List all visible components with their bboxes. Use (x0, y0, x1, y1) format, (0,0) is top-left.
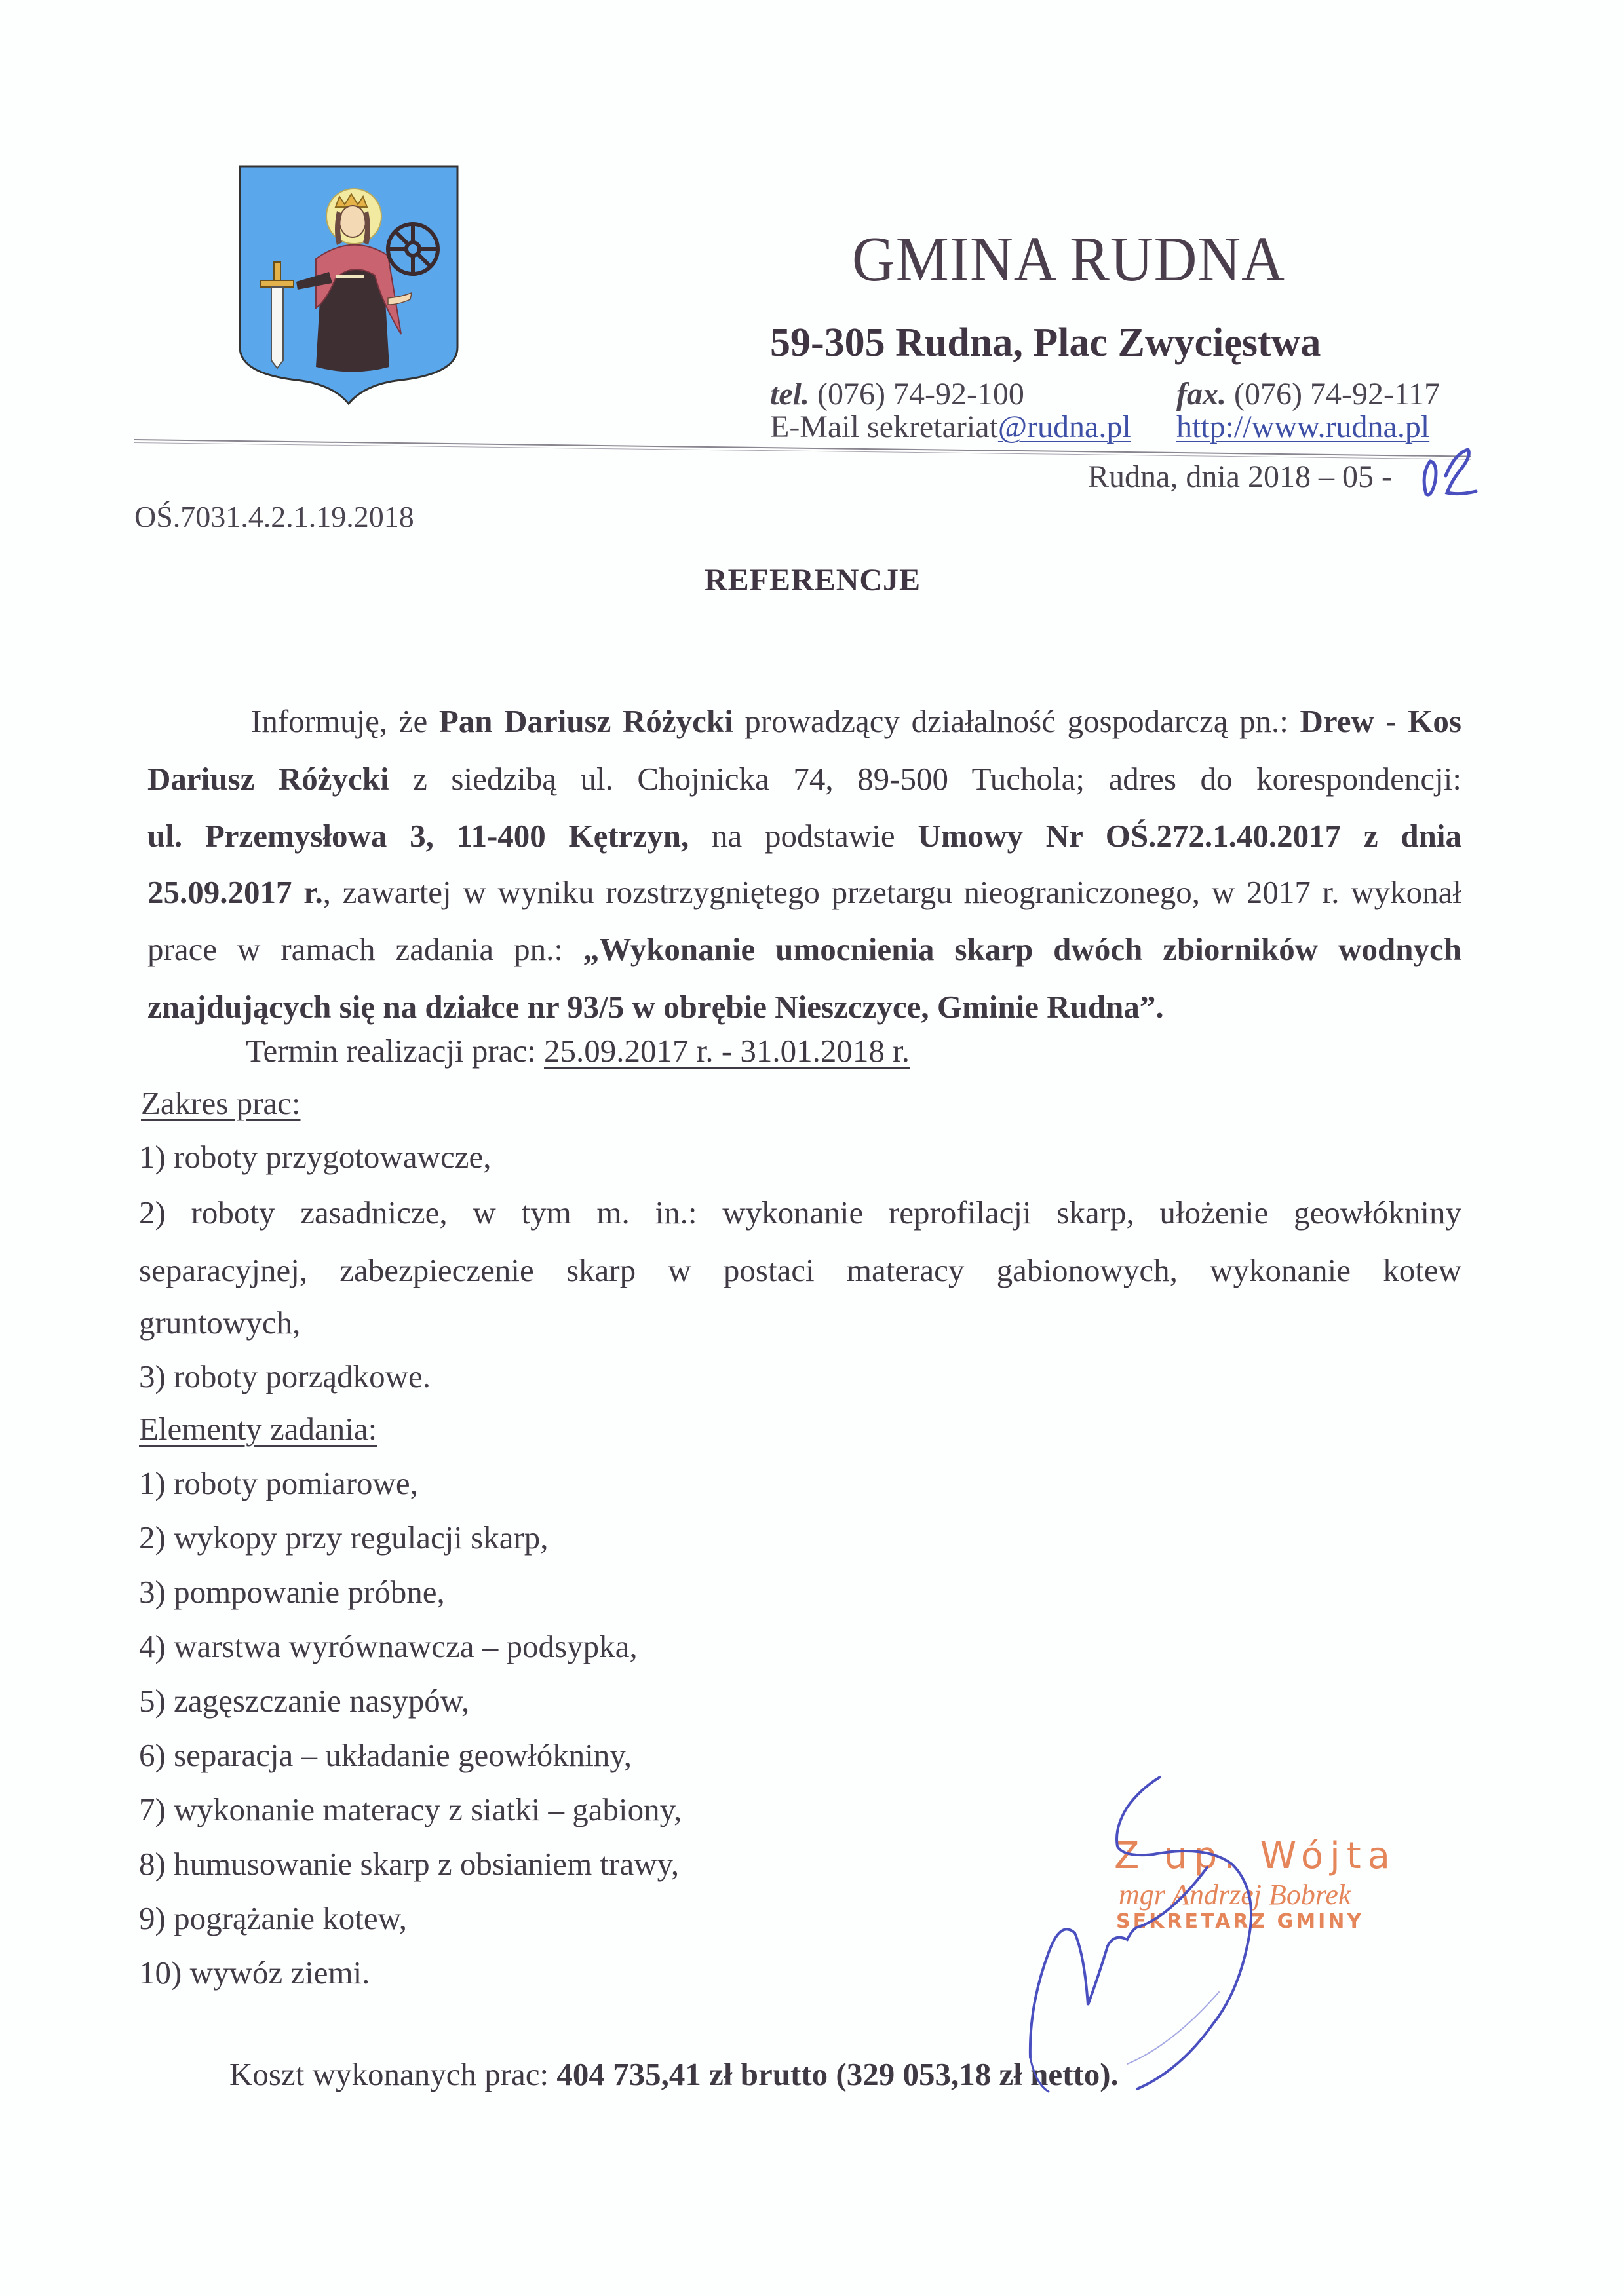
handwritten-day (1416, 443, 1481, 502)
scope-item-2-line-2: separacyjnej, zabezpieczenie skarp w postaci materacy gabionowych, wykonanie kotew (139, 1252, 1461, 1288)
text: z siedzibą ul. Chojnicka 74, 89-500 Tuchola; adres do korespondencji: (389, 761, 1461, 797)
body-line-5 (147, 930, 1461, 968)
fax-label: fax. (1176, 377, 1226, 411)
text: na podstawie (689, 818, 918, 854)
email-label: E-Mail sekretariat (770, 410, 998, 444)
elements-item: 4) warstwa wyrównawcza – podsypka, (139, 1628, 638, 1664)
email-line (770, 409, 1131, 445)
body-line-3 (147, 817, 1461, 854)
reference-number: OŚ.7031.4.2.1.19.2018 (134, 500, 414, 533)
email-link[interactable]: @rudna.pl (997, 410, 1131, 444)
elements-item: 6) separacja – układanie geowłókniny, (139, 1737, 632, 1773)
elements-item: 7) wykonanie materacy z siatki – gabiony, (139, 1791, 682, 1827)
elements-item: 10) wywóz ziemi. (139, 1955, 370, 1991)
elements-item: 3) pompowanie próbne, (139, 1574, 445, 1610)
stamp-line-authority: Z up. Wójta (1114, 1835, 1397, 1877)
body-line-4 (147, 873, 1461, 911)
body-line-1 (251, 702, 1461, 740)
company-name-cont: Dariusz Różycki (147, 761, 389, 797)
term-value: 25.09.2017 r. - 31.01.2018 r. (544, 1033, 910, 1069)
stamp-line-name: mgr Andrzej Bobrek (1119, 1879, 1351, 1911)
tel-label: tel. (770, 377, 809, 411)
task-name: „Wykonanie umocnienia skarp dwóch zbiorników wodnych (583, 931, 1461, 967)
stamp-line-title: SEKRETARZ GMINY (1116, 1910, 1364, 1933)
scope-item-3: 3) roboty porządkowe. (139, 1358, 431, 1394)
scope-title: Zakres prac: (141, 1085, 301, 1121)
document-heading: REFERENCJE (705, 563, 921, 598)
elements-item: 1) roboty pomiarowe, (139, 1465, 418, 1501)
website-link[interactable]: http://www.rudna.pl (1176, 410, 1430, 444)
contract-date: 25.09.2017 r. (147, 874, 323, 910)
body-line-6 (147, 988, 1461, 1025)
scope-item-2-line-3: gruntowych, (139, 1305, 301, 1341)
task-name-cont: znajdujących się na działce nr 93/5 w obrębie Nieszczyce, Gminie Rudna” (147, 989, 1156, 1025)
elements-item: 8) humusowanie skarp z obsianiem trawy, (139, 1846, 680, 1882)
text: prace w ramach zadania pn.: (147, 931, 583, 967)
contract-number: Umowy Nr OŚ.272.1.40.2017 z dnia (918, 818, 1461, 854)
text: Informuję, że (251, 703, 439, 739)
elements-item: 9) pogrążanie kotew, (139, 1900, 408, 1936)
municipality-address: 59-305 Rudna, Plac Zwycięstwa (770, 320, 1321, 365)
text: . (1155, 989, 1164, 1025)
term-label: Termin realizacji prac: (246, 1033, 544, 1069)
fax-line (1176, 376, 1440, 412)
cost-line (229, 2056, 1119, 2093)
cost-label: Koszt wykonanych prac: (229, 2056, 557, 2092)
term-line (246, 1032, 910, 1069)
contractor-name: Pan Dariusz Różycki (438, 703, 733, 739)
scope-item-2-line-1: 2) roboty zasadnicze, w tym m. in.: wykonanie reprofilacji skarp, ułożenie geowłókniny (139, 1195, 1461, 1231)
body-line-2 (147, 760, 1461, 797)
scope-item-1: 1) roboty przygotowawcze, (139, 1139, 492, 1175)
face (339, 206, 366, 237)
tel-value: (076) 74-92-100 (817, 377, 1024, 411)
belt (336, 275, 364, 278)
coat-of-arms-logo (237, 164, 460, 406)
cost-value: 404 735,41 zł brutto (329 053,18 zł netto). (556, 2056, 1119, 2092)
elements-item: 2) wykopy przy regulacji skarp, (139, 1520, 549, 1556)
fax-value: (076) 74-92-117 (1233, 377, 1440, 411)
municipality-title: GMINA RUDNA (852, 224, 1285, 295)
tel-line (770, 376, 1024, 412)
text: prowadzący działalność gospodarczą pn.: (733, 703, 1300, 739)
elements-title: Elementy zadania: (139, 1411, 377, 1447)
date-line: Rudna, dnia 2018 – 05 - (1088, 459, 1392, 494)
text: , zawartej w wyniku rozstrzygniętego przetargu nieograniczonego, w 2017 r. wykonał (322, 874, 1461, 910)
correspondence-address: ul. Przemysłowa 3, 11-400 Kętrzyn, (147, 818, 689, 854)
company-name: Drew - Kos (1300, 703, 1461, 739)
elements-item: 5) zagęszczanie nasypów, (139, 1683, 470, 1719)
website-line (1176, 409, 1429, 445)
